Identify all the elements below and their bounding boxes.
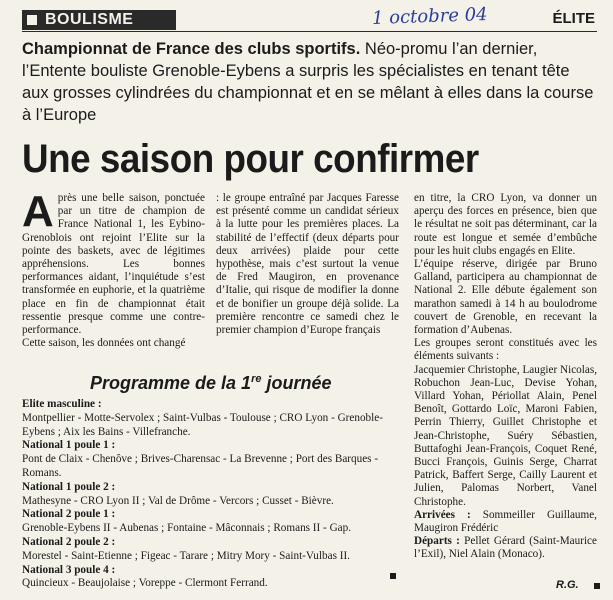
poule-label: National 2 poule 1 :: [22, 508, 116, 521]
arrivals-label: Arrivées :: [414, 508, 471, 521]
square-icon: [27, 15, 37, 25]
player-list: Jacquemier Christophe, Laugier Nicolas, Robuchon Jean-Luc, Devise Yohan, Villard Yohan, Périollat Alain, Penel Benoît, Gottardo Loïc, Maroni Fabien, Perrin Thierry, Guillet Christophe et Jean-Christophe, Suéry Sébastien, Buttafoghi Jean-François, Coquet René, Bucci François, Guinis Serge, Charrat Patrick, Baffert Serge, Cailly Laurent et Julien, Palomas Norbert, Vanel Christophe.: [414, 363, 597, 508]
arrivals-text: Sommeiller Guillaume, Maugiron Frédéric: [414, 508, 597, 535]
article-column-3: [414, 192, 597, 562]
fixture-line: Quincieux - Beaujolaise ; Voreppe - Clermont Ferrand.: [22, 577, 268, 590]
fixture-line: Eybens ; Aix les Bains - Villefranche.: [22, 425, 191, 438]
fixture-line: Grenoble-Eybens II - Aubenas ; Fontaine - Mâconnais ; Romans II - Gap.: [22, 522, 352, 535]
rubric-label: BOULISME: [45, 11, 134, 28]
article-paragraph: Les groupes seront constitués avec les éléments suivants :: [414, 337, 597, 363]
fixture-line: Mathesyne - CRO Lyon II ; Val de Drôme - Vercors ; Cusset - Bièvre.: [22, 494, 334, 507]
article-column-2: [216, 192, 399, 337]
programme-title: [90, 373, 332, 394]
end-square-icon: [390, 573, 396, 579]
poule-label: Elite masculine :: [22, 398, 102, 410]
programme-title-end: journée: [261, 373, 332, 393]
poule-label: National 1 poule 2 :: [22, 480, 116, 493]
section-label: ÉLITE: [552, 10, 595, 27]
article-paragraph: [22, 187, 205, 337]
arrivals-line: [414, 509, 597, 535]
programme-title-sup: re: [251, 373, 262, 385]
poule-label: National 1 poule 1 :: [22, 439, 116, 452]
article-paragraph: : le groupe entraîné par Jacques Faresse est présenté comme un candidat sérieux à la lutte pour les premières places. La stabilité de l’effectif (deux départs pour deux arrivées) plaide pour cette hypothèse, mais c’est surtout la venue de Fred Maugiron, en provenance d’Italie, qui risque de modifier la donne et de bonifier un groupe déjà solide. La première rencontre ce samedi chez le premier champion d’Europe français: [216, 192, 399, 337]
header-rule: [22, 31, 597, 32]
departures-line: [414, 535, 597, 561]
programme-list: [22, 398, 397, 591]
author-signature: R.G.: [556, 579, 579, 591]
paragraph-text: près une belle saison, ponctuée par un titre de champion de France National 1, les Eybino-Grenoblois ont rejoint l’Elite sur la pointe des baskets, avec de légitimes appréhensions. Les bonnes performances aidant, l’inquiétude s’est transformée en euphorie, et la quatrième place en fin de championnat était ressentie presque comme une contre-performance.: [22, 192, 205, 337]
departures-text: Pellet Gérard (Saint-Maurice l’Exil), Niel Alain (Monaco).: [414, 535, 597, 561]
end-square-icon: [594, 583, 600, 589]
article-column-1: [22, 187, 205, 350]
header-band: [22, 3, 597, 32]
fixture-line: Romans.: [22, 466, 62, 479]
article-paragraph: en titre, la CRO Lyon, va donner un aperçu des forces en présence, bien que le résultat ne soit pas déterminant, car la route est longue et semée d’embûche pour les huit clubs engagés en Elite.: [414, 192, 597, 257]
headline: Une saison pour confirmer: [22, 137, 479, 181]
drop-cap: A: [22, 187, 54, 236]
departures-label: Départs :: [414, 535, 460, 548]
article-paragraph: Cette saison, les données ont changé: [22, 337, 186, 350]
fixture-line: Montpellier - Motte-Servolex ; Saint-Vulbas - Toulouse ; CRO Lyon - Grenoble-: [22, 411, 383, 424]
programme-title-text: Programme de la 1: [90, 373, 252, 393]
handwritten-date: 1 octobre 04: [371, 3, 488, 30]
poule-label: National 3 poule 4 :: [22, 563, 116, 576]
fixture-line: Pont de Claix - Chenôve ; Brives-Charensac - La Brevenne ; Port des Barques -: [22, 453, 379, 466]
poule-label: National 2 poule 2 :: [22, 535, 116, 548]
rubric-bar: [22, 10, 176, 30]
standfirst-text: Néo-promu l’an dernier, l’Entente bouliste Grenoble-Eybens a surpris les spécialistes en tenant tête aux grosses cylindrées du championnat et en se mêlant à elles dans la course à l’Europe: [22, 40, 594, 124]
standfirst: [22, 38, 597, 126]
standfirst-lead: Championnat de France des clubs sportifs.: [22, 40, 361, 58]
fixture-line: Morestel - Saint-Etienne ; Figeac - Tarare ; Mitry Mory - Saint-Vulbas II.: [22, 549, 350, 562]
article-paragraph: L’équipe réserve, dirigée par Bruno Galland, participera au championnat de National 2. Elle débute également son marathon samedi à 14 h au boulodrome couvert de Grenoble, en recevant la formation d’Aubenas.: [414, 258, 597, 337]
